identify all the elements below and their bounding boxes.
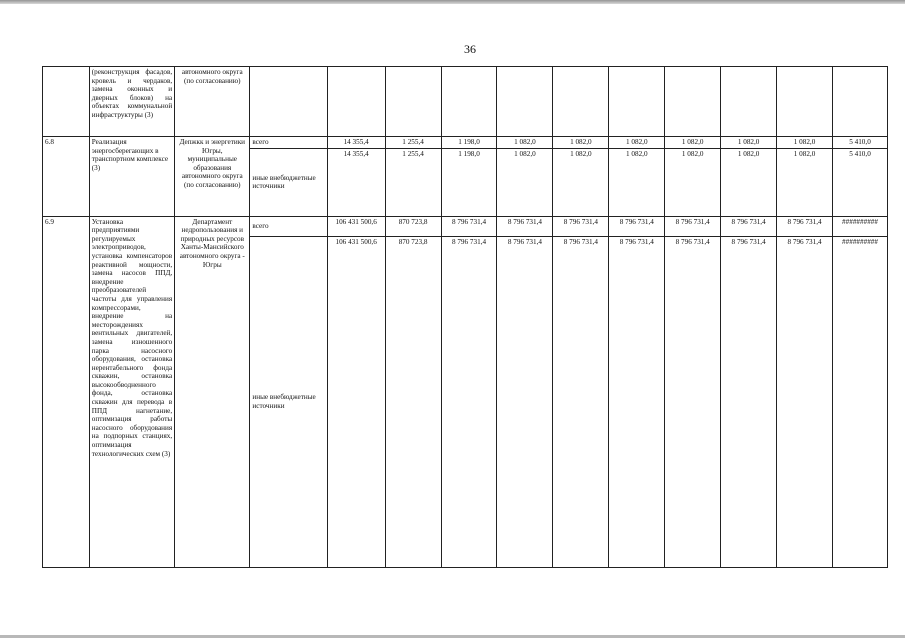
value-cell: 1 082,0 xyxy=(497,148,553,216)
value-cell xyxy=(497,67,553,137)
value-cell xyxy=(721,67,777,137)
value-cell: 8 796 731,4 xyxy=(497,216,553,236)
value-cell xyxy=(553,67,609,137)
value-cell: 8 796 731,4 xyxy=(441,236,497,567)
value-cell xyxy=(609,67,665,137)
value-cell: 1 082,0 xyxy=(497,137,553,149)
value-cell: 1 082,0 xyxy=(777,137,833,149)
executor-cell: автономного округа (по согласованию) xyxy=(175,67,250,137)
value-cell: 1 082,0 xyxy=(721,148,777,216)
funding-source-cell xyxy=(250,67,327,137)
executor-cell: Департамент недропользования и природных ресурсов Ханты-Мансийского автономного округа - Югры xyxy=(175,216,250,567)
value-cell: 14 355,4 xyxy=(327,148,385,216)
funding-source-cell: всего xyxy=(250,216,327,236)
row-number-cell: 6.8 xyxy=(43,137,90,217)
value-cell: 106 431 500,6 xyxy=(327,216,385,236)
value-cell: 8 796 731,4 xyxy=(777,236,833,567)
value-cell xyxy=(385,67,441,137)
row-number-cell xyxy=(43,67,90,137)
row-number-cell: 6.9 xyxy=(43,216,90,567)
value-cell: 1 255,4 xyxy=(385,137,441,149)
page-number: 36 xyxy=(464,42,476,56)
value-cell: ########## xyxy=(833,216,888,236)
activity-name-cell: (реконструкция фасадов, кровель и чердаков, замена оконных и дверных блоков) на объектах коммунальной инфраструктуры (3) xyxy=(89,67,174,137)
value-cell: 1 255,4 xyxy=(385,148,441,216)
value-cell: 1 082,0 xyxy=(721,137,777,149)
value-cell: 8 796 731,4 xyxy=(553,216,609,236)
value-cell: 8 796 731,4 xyxy=(553,236,609,567)
value-cell: 8 796 731,4 xyxy=(609,236,665,567)
value-cell: 5 410,0 xyxy=(833,137,888,149)
value-cell: 1 082,0 xyxy=(609,148,665,216)
value-cell xyxy=(327,67,385,137)
executor-cell: Депжкк и энергетики Югры, муниципальные образования автономного округа (по согласованию) xyxy=(175,137,250,217)
value-cell: 8 796 731,4 xyxy=(441,216,497,236)
value-cell: 1 198,0 xyxy=(441,137,497,149)
value-cell: 8 796 731,4 xyxy=(609,216,665,236)
value-cell: 5 410,0 xyxy=(833,148,888,216)
scan-top-edge xyxy=(0,0,905,4)
value-cell: 1 082,0 xyxy=(777,148,833,216)
value-cell: 8 796 731,4 xyxy=(721,236,777,567)
value-cell: 1 082,0 xyxy=(665,148,721,216)
value-cell: 1 082,0 xyxy=(553,137,609,149)
scan-bottom-edge xyxy=(0,635,905,638)
value-cell: 870 723,8 xyxy=(385,236,441,567)
value-cell: 870 723,8 xyxy=(385,216,441,236)
activity-name-cell: Реализация энергосберегающих в транспортном комплексе (3) xyxy=(89,137,174,217)
value-cell xyxy=(665,67,721,137)
value-cell: 1 198,0 xyxy=(441,148,497,216)
funding-source-cell: иные внебюджетные источники xyxy=(250,236,327,567)
table-row xyxy=(43,216,888,236)
value-cell: 106 431 500,6 xyxy=(327,236,385,567)
value-cell: 1 082,0 xyxy=(609,137,665,149)
program-activities-table xyxy=(42,66,888,568)
funding-source-cell: иные внебюджетные источники xyxy=(250,148,327,216)
value-cell: 8 796 731,4 xyxy=(497,236,553,567)
funding-source-cell: всего xyxy=(250,137,327,149)
value-cell: 1 082,0 xyxy=(553,148,609,216)
value-cell: 1 082,0 xyxy=(665,137,721,149)
value-cell: 14 355,4 xyxy=(327,137,385,149)
value-cell: 8 796 731,4 xyxy=(665,216,721,236)
activity-name-cell: Установка предприятиями регулируемых электроприводов, установка компенсаторов реактивной мощности, замена насосов ППД, внедрение преобразователей частоты для управления компрессорами, внедрение на месторождениях вентильных двигателей, замена изношенного парка насосного оборудования, остановка нерентабельного фонда скважин, остановка высокообводненного фонда, остановка скважин для перевода в ППД нагнетание, оптимизация работы насосного оборудования на подпорных станциях, оптимизация технологических схем (3) xyxy=(89,216,174,567)
value-cell: 8 796 731,4 xyxy=(665,236,721,567)
value-cell xyxy=(777,67,833,137)
value-cell: 8 796 731,4 xyxy=(777,216,833,236)
value-cell xyxy=(441,67,497,137)
value-cell: ########## xyxy=(833,236,888,567)
table-row xyxy=(43,67,888,137)
table-row xyxy=(43,137,888,149)
value-cell xyxy=(833,67,888,137)
value-cell: 8 796 731,4 xyxy=(721,216,777,236)
